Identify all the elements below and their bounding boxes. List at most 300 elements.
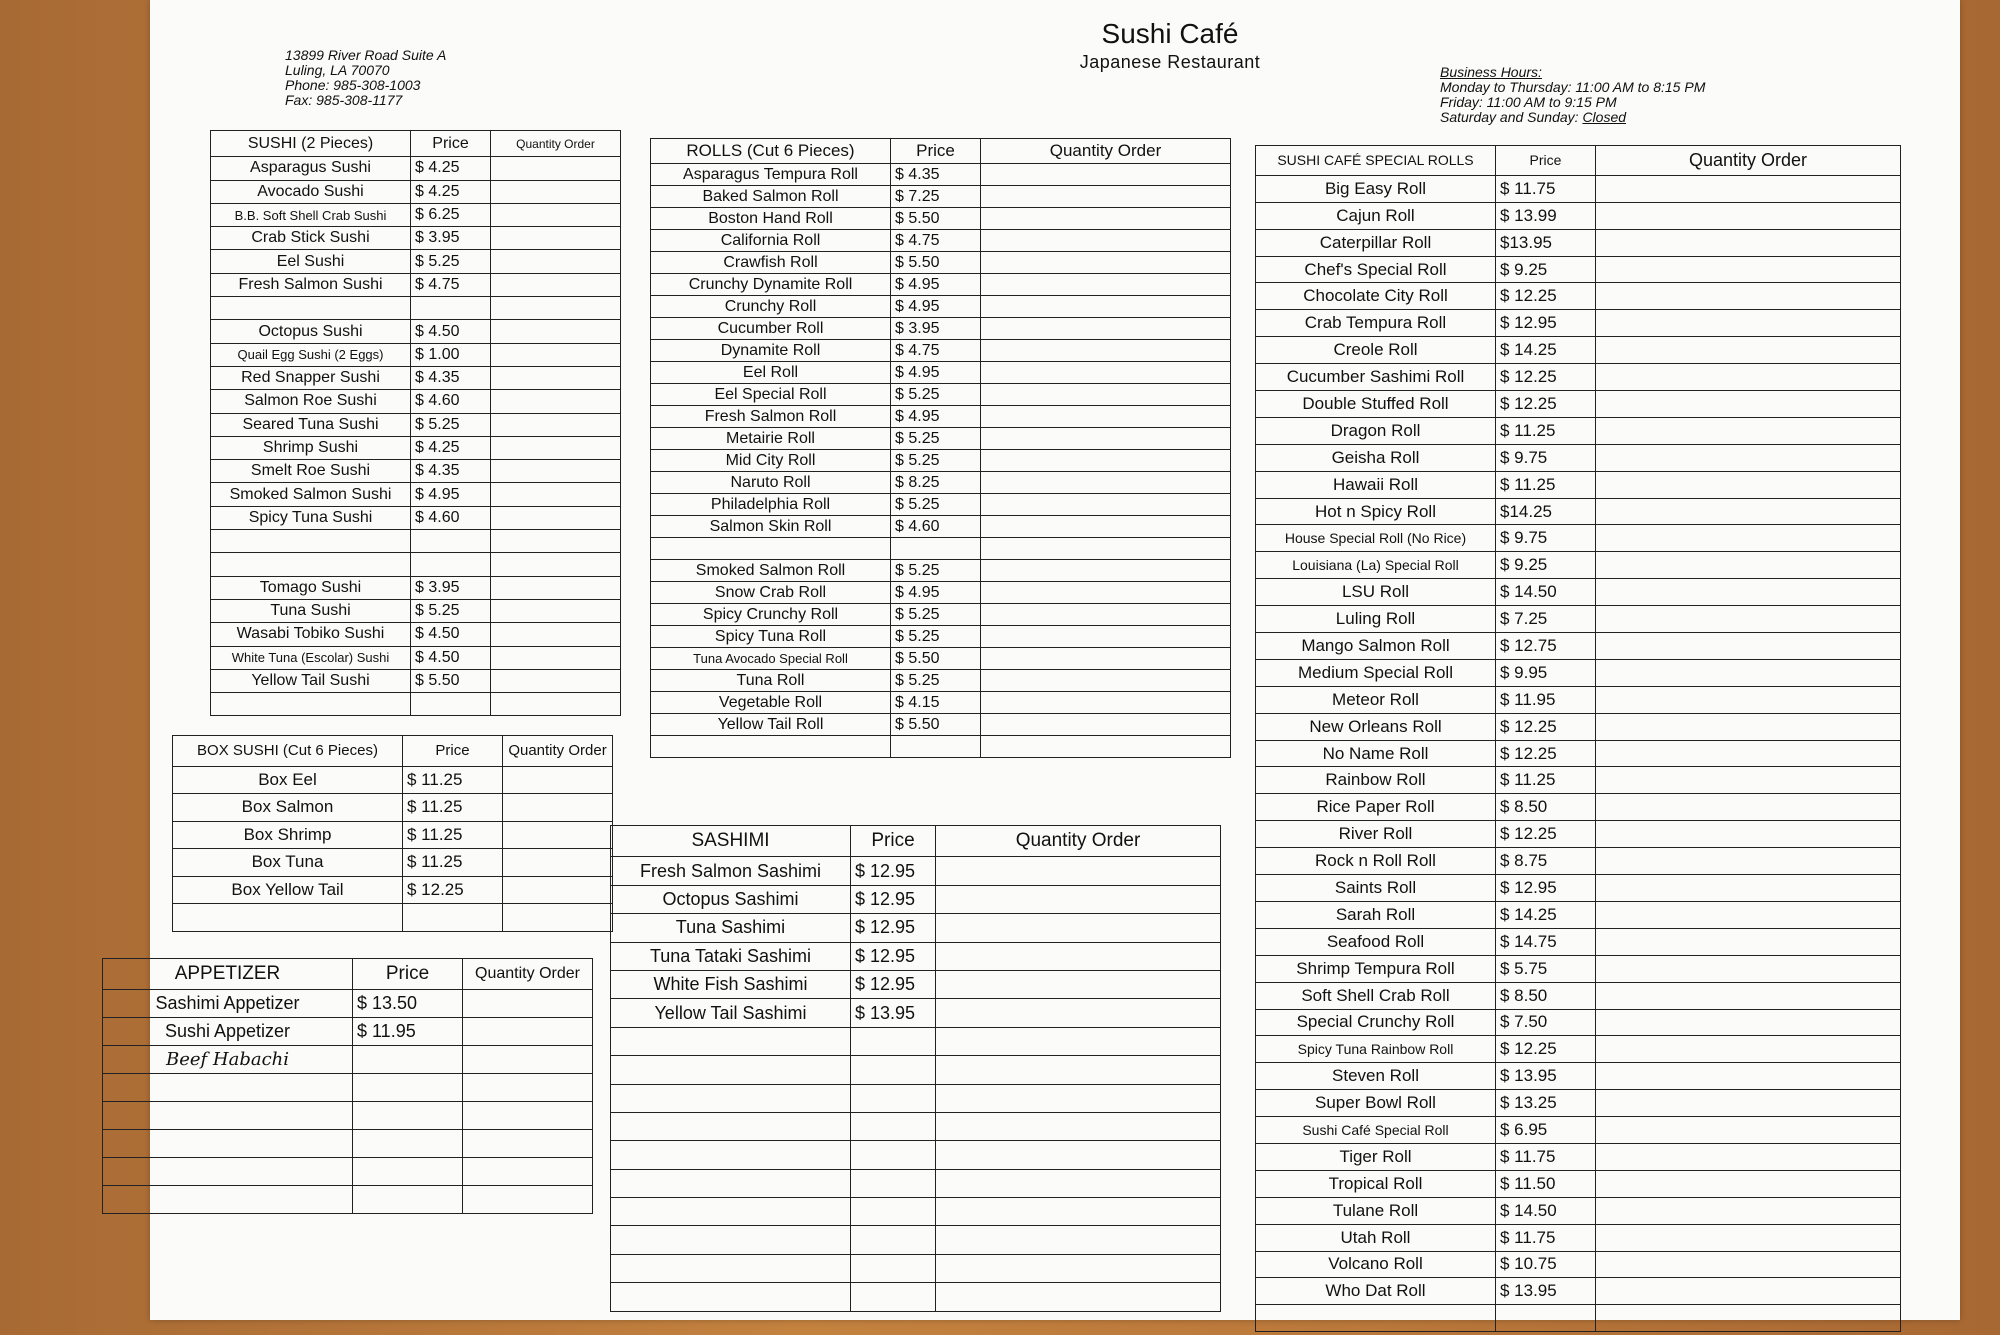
menu-row xyxy=(651,340,1231,362)
item-name: Crunchy Roll xyxy=(651,296,891,318)
quantity-order-cell[interactable] xyxy=(1596,901,1901,928)
quantity-order-cell[interactable] xyxy=(1596,391,1901,418)
quantity-order-cell[interactable] xyxy=(981,340,1231,362)
menu-row xyxy=(611,1084,1221,1112)
menu-row xyxy=(611,1198,1221,1226)
menu-row xyxy=(211,669,621,692)
quantity-order-cell[interactable] xyxy=(1596,1278,1901,1305)
quantity-order-cell[interactable] xyxy=(491,203,621,226)
item-price: $ 12.25 xyxy=(1496,740,1596,767)
quantity-order-cell[interactable] xyxy=(1596,1117,1901,1144)
quantity-order-cell[interactable] xyxy=(936,1112,1221,1140)
quantity-order-cell[interactable] xyxy=(491,157,621,180)
quantity-order-cell[interactable] xyxy=(981,494,1231,516)
item-name: No Name Roll xyxy=(1256,740,1496,767)
order-form-paper xyxy=(150,0,1960,1320)
item-price xyxy=(403,904,503,932)
quantity-order-cell[interactable] xyxy=(1596,982,1901,1009)
item-name: Spicy Tuna Roll xyxy=(651,626,891,648)
item-name: Octopus Sushi xyxy=(211,320,411,343)
item-price: $ 14.75 xyxy=(1496,928,1596,955)
item-name: B.B. Soft Shell Crab Sushi xyxy=(211,203,411,226)
item-price: $ 6.95 xyxy=(1496,1117,1596,1144)
item-price xyxy=(851,1112,936,1140)
quantity-order-cell[interactable] xyxy=(491,506,621,529)
quantity-order-cell[interactable] xyxy=(936,1169,1221,1197)
quantity-order-cell[interactable] xyxy=(1596,525,1901,552)
menu-row xyxy=(611,1283,1221,1311)
menu-row xyxy=(651,406,1231,428)
item-name: Rice Paper Roll xyxy=(1256,794,1496,821)
quantity-order-cell[interactable] xyxy=(503,904,613,932)
item-price: $ 5.25 xyxy=(411,250,491,273)
menu-row xyxy=(103,990,593,1018)
item-price: $ 5.25 xyxy=(411,599,491,622)
quantity-order-cell[interactable] xyxy=(463,1130,593,1158)
menu-row xyxy=(173,794,613,822)
item-price xyxy=(851,1226,936,1254)
item-name: River Roll xyxy=(1256,821,1496,848)
section-heading: BOX SUSHI (Cut 6 Pieces) xyxy=(173,736,403,767)
item-price xyxy=(411,553,491,576)
item-price: $ 11.25 xyxy=(403,766,503,794)
quantity-order-cell[interactable] xyxy=(1596,848,1901,875)
quantity-order-cell[interactable] xyxy=(503,821,613,849)
item-name: Hot n Spicy Roll xyxy=(1256,498,1496,525)
quantity-order-cell[interactable] xyxy=(981,736,1231,758)
quantity-order-cell[interactable] xyxy=(936,999,1221,1027)
quantity-order-cell[interactable] xyxy=(936,857,1221,885)
item-price: $ 7.25 xyxy=(891,186,981,208)
item-name: Spicy Crunchy Roll xyxy=(651,604,891,626)
quantity-order-cell[interactable] xyxy=(936,1254,1221,1282)
quantity-order-cell[interactable] xyxy=(1596,713,1901,740)
sashimi-table xyxy=(610,825,1221,1312)
item-name xyxy=(211,297,411,320)
menu-row xyxy=(211,530,621,553)
quantity-order-cell[interactable] xyxy=(981,626,1231,648)
menu-row xyxy=(651,164,1231,186)
item-price: $ 5.25 xyxy=(891,560,981,582)
menu-row xyxy=(651,362,1231,384)
quantity-order-cell[interactable] xyxy=(1596,1143,1901,1170)
item-price: $ 12.95 xyxy=(1496,875,1596,902)
item-name: Seafood Roll xyxy=(1256,928,1496,955)
menu-row xyxy=(1256,955,1901,982)
menu-row xyxy=(1256,713,1901,740)
menu-row xyxy=(1256,767,1901,794)
quantity-order-cell[interactable] xyxy=(981,296,1231,318)
quantity-order-cell[interactable] xyxy=(1596,579,1901,606)
quantity-order-cell[interactable] xyxy=(491,297,621,320)
item-price: $ 8.75 xyxy=(1496,848,1596,875)
quantity-order-cell[interactable] xyxy=(491,483,621,506)
quantity-order-cell[interactable] xyxy=(503,876,613,904)
quantity-order-cell[interactable] xyxy=(1596,928,1901,955)
item-price: $ 12.25 xyxy=(1496,364,1596,391)
quantity-order-cell[interactable] xyxy=(1596,364,1901,391)
item-name: Tuna Avocado Special Roll xyxy=(651,648,891,670)
item-name: Tulane Roll xyxy=(1256,1197,1496,1224)
quantity-order-cell[interactable] xyxy=(1596,175,1901,202)
menu-row xyxy=(211,227,621,250)
menu-row xyxy=(1256,821,1901,848)
quantity-order-cell[interactable] xyxy=(491,669,621,692)
quantity-order-cell[interactable] xyxy=(981,186,1231,208)
quantity-order-cell[interactable] xyxy=(981,208,1231,230)
quantity-order-cell[interactable] xyxy=(1596,955,1901,982)
item-name: Tuna Sushi xyxy=(211,599,411,622)
quantity-order-cell[interactable] xyxy=(1596,875,1901,902)
item-name: Mid City Roll xyxy=(651,450,891,472)
header-row xyxy=(651,139,1231,164)
price-heading: Price xyxy=(353,959,463,990)
quantity-order-cell[interactable] xyxy=(981,252,1231,274)
menu-row xyxy=(611,1141,1221,1169)
quantity-order-cell[interactable] xyxy=(491,530,621,553)
quantity-order-cell[interactable] xyxy=(491,623,621,646)
quantity-order-cell[interactable] xyxy=(503,766,613,794)
item-name: Dragon Roll xyxy=(1256,417,1496,444)
item-name: Fresh Salmon Sashimi xyxy=(611,857,851,885)
quantity-order-cell[interactable] xyxy=(981,714,1231,736)
quantity-order-cell[interactable] xyxy=(1596,498,1901,525)
menu-row xyxy=(1256,1224,1901,1251)
item-price: $ 12.25 xyxy=(1496,1036,1596,1063)
weekend-closed: Closed xyxy=(1582,109,1627,125)
quantity-order-cell[interactable] xyxy=(491,390,621,413)
menu-row xyxy=(1256,848,1901,875)
quantity-order-cell[interactable] xyxy=(491,646,621,669)
quantity-order-cell[interactable] xyxy=(981,560,1231,582)
quantity-order-cell[interactable] xyxy=(1596,202,1901,229)
menu-row xyxy=(651,516,1231,538)
quantity-order-cell[interactable] xyxy=(981,428,1231,450)
menu-row xyxy=(611,942,1221,970)
menu-row xyxy=(211,436,621,459)
quantity-order-cell[interactable] xyxy=(936,1027,1221,1055)
menu-row xyxy=(1256,444,1901,471)
item-price: $ 11.25 xyxy=(1496,471,1596,498)
menu-row xyxy=(173,766,613,794)
quantity-order-cell[interactable] xyxy=(981,450,1231,472)
quantity-order-cell[interactable] xyxy=(1596,633,1901,660)
quantity-order-cell[interactable] xyxy=(981,538,1231,560)
quantity-order-cell[interactable] xyxy=(491,436,621,459)
item-name xyxy=(611,1141,851,1169)
quantity-order-cell[interactable] xyxy=(936,885,1221,913)
item-price: $ 12.95 xyxy=(851,914,936,942)
menu-row xyxy=(211,366,621,389)
menu-row xyxy=(1256,525,1901,552)
quantity-order-cell[interactable] xyxy=(936,970,1221,998)
item-price xyxy=(851,1198,936,1226)
item-name: Crab Stick Sushi xyxy=(211,227,411,250)
item-name: Creole Roll xyxy=(1256,337,1496,364)
item-name: Spicy Tuna Sushi xyxy=(211,506,411,529)
item-price: $ 4.95 xyxy=(891,274,981,296)
quantity-order-cell[interactable] xyxy=(981,318,1231,340)
fax-line: Fax: 985-308-1177 xyxy=(285,92,403,108)
header-row xyxy=(1256,146,1901,176)
item-price: $ 8.50 xyxy=(1496,982,1596,1009)
price-heading: Price xyxy=(411,131,491,157)
quantity-order-cell[interactable] xyxy=(1596,767,1901,794)
item-name xyxy=(611,1112,851,1140)
item-price: $ 5.25 xyxy=(891,384,981,406)
hours-line-weekend xyxy=(1440,110,1705,125)
quantity-order-cell[interactable] xyxy=(1596,337,1901,364)
menu-row xyxy=(103,1018,593,1046)
quantity-order-cell[interactable] xyxy=(936,1283,1221,1311)
item-price xyxy=(1496,1305,1596,1332)
quantity-order-cell[interactable] xyxy=(1596,229,1901,256)
menu-row xyxy=(1256,229,1901,256)
item-price: $ 8.50 xyxy=(1496,794,1596,821)
quantity-order-cell[interactable] xyxy=(1596,1036,1901,1063)
item-price xyxy=(353,1130,463,1158)
item-price: $ 9.95 xyxy=(1496,659,1596,686)
quantity-order-cell[interactable] xyxy=(1596,821,1901,848)
item-name: Philadelphia Roll xyxy=(651,494,891,516)
quantity-order-cell[interactable] xyxy=(981,406,1231,428)
menu-row xyxy=(651,296,1231,318)
item-name xyxy=(611,1084,851,1112)
item-name: Wasabi Tobiko Sushi xyxy=(211,623,411,646)
menu-row xyxy=(611,885,1221,913)
item-name: Crawfish Roll xyxy=(651,252,891,274)
item-price: $ 9.75 xyxy=(1496,444,1596,471)
item-price: $ 7.25 xyxy=(1496,606,1596,633)
item-price: $ 4.60 xyxy=(411,390,491,413)
quantity-order-cell[interactable] xyxy=(981,582,1231,604)
menu-row xyxy=(611,1254,1221,1282)
quantity-order-cell[interactable] xyxy=(463,990,593,1018)
item-name: Tomago Sushi xyxy=(211,576,411,599)
menu-row xyxy=(211,297,621,320)
section-heading: APPETIZER xyxy=(103,959,353,990)
menu-row xyxy=(1256,1009,1901,1036)
box-sushi-table xyxy=(172,735,613,932)
item-price: $ 5.25 xyxy=(891,670,981,692)
quantity-order-cell[interactable] xyxy=(503,794,613,822)
quantity-order-cell[interactable] xyxy=(981,472,1231,494)
quantity-order-cell[interactable] xyxy=(1596,471,1901,498)
menu-row xyxy=(1256,283,1901,310)
quantity-order-cell[interactable] xyxy=(1596,1251,1901,1278)
quantity-order-cell[interactable] xyxy=(1596,606,1901,633)
menu-row xyxy=(651,472,1231,494)
business-hours-label: Business Hours: xyxy=(1440,64,1542,80)
quantity-order-cell[interactable] xyxy=(1596,1063,1901,1090)
quantity-order-cell[interactable] xyxy=(1596,794,1901,821)
menu-row xyxy=(211,250,621,273)
menu-row xyxy=(1256,686,1901,713)
quantity-order-cell[interactable] xyxy=(1596,1305,1901,1332)
section-heading: SASHIMI xyxy=(611,826,851,857)
hours-line: Monday to Thursday: 11:00 AM to 8:15 PM xyxy=(1440,79,1706,95)
menu-row xyxy=(1256,606,1901,633)
quantity-order-cell[interactable] xyxy=(491,553,621,576)
quantity-order-cell[interactable] xyxy=(503,849,613,877)
item-price: $ 5.50 xyxy=(891,208,981,230)
quantity-order-cell[interactable] xyxy=(1596,1090,1901,1117)
menu-row xyxy=(1256,659,1901,686)
quantity-order-heading: Quantity Order xyxy=(503,736,613,767)
quantity-order-cell[interactable] xyxy=(981,648,1231,670)
item-name: Shrimp Sushi xyxy=(211,436,411,459)
quantity-order-cell[interactable] xyxy=(463,1046,593,1074)
quantity-order-cell[interactable] xyxy=(1596,1224,1901,1251)
quantity-order-cell[interactable] xyxy=(981,670,1231,692)
quantity-order-cell[interactable] xyxy=(491,250,621,273)
quantity-order-cell[interactable] xyxy=(1596,659,1901,686)
item-name: Volcano Roll xyxy=(1256,1251,1496,1278)
item-name: Yellow Tail Sushi xyxy=(211,669,411,692)
item-price xyxy=(891,736,981,758)
quantity-order-cell[interactable] xyxy=(936,1198,1221,1226)
menu-row xyxy=(103,1186,593,1214)
item-price: $ 12.25 xyxy=(1496,283,1596,310)
price-heading: Price xyxy=(1496,146,1596,176)
item-name: New Orleans Roll xyxy=(1256,713,1496,740)
quantity-order-cell[interactable] xyxy=(1596,283,1901,310)
item-price: $ 13.99 xyxy=(1496,202,1596,229)
item-name: White Tuna (Escolar) Sushi xyxy=(211,646,411,669)
item-name xyxy=(211,693,411,716)
menu-row xyxy=(211,273,621,296)
quantity-order-cell[interactable] xyxy=(1596,1009,1901,1036)
menu-row xyxy=(173,821,613,849)
address-line: Luling, LA 70070 xyxy=(285,62,390,78)
address-block xyxy=(285,48,446,108)
item-price xyxy=(411,693,491,716)
item-name: Quail Egg Sushi (2 Eggs) xyxy=(211,343,411,366)
weekend-label: Saturday and Sunday: xyxy=(1440,109,1579,125)
item-name xyxy=(651,736,891,758)
item-price: $ 11.25 xyxy=(403,849,503,877)
item-price: $ 12.25 xyxy=(403,876,503,904)
item-name: Sushi Appetizer xyxy=(103,1018,353,1046)
quantity-order-cell[interactable] xyxy=(491,576,621,599)
item-price: $ 4.95 xyxy=(891,582,981,604)
quantity-order-cell[interactable] xyxy=(1596,1197,1901,1224)
menu-row xyxy=(173,876,613,904)
quantity-order-cell[interactable] xyxy=(491,320,621,343)
menu-row xyxy=(611,1226,1221,1254)
quantity-order-cell[interactable] xyxy=(1596,686,1901,713)
item-name: Steven Roll xyxy=(1256,1063,1496,1090)
quantity-order-cell[interactable] xyxy=(463,1074,593,1102)
quantity-order-cell[interactable] xyxy=(981,384,1231,406)
item-name: Crab Tempura Roll xyxy=(1256,310,1496,337)
quantity-order-cell[interactable] xyxy=(1596,740,1901,767)
quantity-order-cell[interactable] xyxy=(491,343,621,366)
item-name: Vegetable Roll xyxy=(651,692,891,714)
quantity-order-cell[interactable] xyxy=(1596,552,1901,579)
quantity-order-cell[interactable] xyxy=(936,942,1221,970)
item-price: $ 4.25 xyxy=(411,157,491,180)
quantity-order-cell[interactable] xyxy=(981,516,1231,538)
item-name: Box Yellow Tail xyxy=(173,876,403,904)
item-price: $ 11.25 xyxy=(403,821,503,849)
menu-row xyxy=(651,670,1231,692)
quantity-order-cell[interactable] xyxy=(491,366,621,389)
quantity-order-cell[interactable] xyxy=(463,1102,593,1130)
quantity-order-cell[interactable] xyxy=(936,1226,1221,1254)
quantity-order-cell[interactable] xyxy=(981,692,1231,714)
quantity-order-cell[interactable] xyxy=(491,693,621,716)
item-name: Double Stuffed Roll xyxy=(1256,391,1496,418)
item-name: California Roll xyxy=(651,230,891,252)
item-price: $ 3.95 xyxy=(411,576,491,599)
item-price: $ 5.25 xyxy=(891,626,981,648)
menu-row xyxy=(611,970,1221,998)
item-name: Big Easy Roll xyxy=(1256,175,1496,202)
quantity-order-cell[interactable] xyxy=(981,362,1231,384)
item-name: Salmon Roe Sushi xyxy=(211,390,411,413)
item-price: $ 5.50 xyxy=(411,669,491,692)
quantity-order-cell[interactable] xyxy=(936,1056,1221,1084)
menu-row xyxy=(211,623,621,646)
appetizer-table xyxy=(102,958,593,1214)
quantity-order-cell[interactable] xyxy=(1596,1170,1901,1197)
quantity-order-cell[interactable] xyxy=(981,274,1231,296)
quantity-order-cell[interactable] xyxy=(981,164,1231,186)
quantity-order-cell[interactable] xyxy=(1596,256,1901,283)
quantity-order-cell[interactable] xyxy=(1596,444,1901,471)
quantity-order-cell[interactable] xyxy=(491,599,621,622)
quantity-order-cell[interactable] xyxy=(463,1018,593,1046)
menu-row xyxy=(611,914,1221,942)
item-name: Smelt Roe Sushi xyxy=(211,460,411,483)
item-price: $ 4.35 xyxy=(891,164,981,186)
item-name xyxy=(1256,1305,1496,1332)
sushi-table xyxy=(210,130,621,716)
item-price: $ 4.75 xyxy=(411,273,491,296)
item-name: Asparagus Sushi xyxy=(211,157,411,180)
rolls-table xyxy=(650,138,1231,758)
item-name: Tuna Tataki Sashimi xyxy=(611,942,851,970)
quantity-order-cell[interactable] xyxy=(936,914,1221,942)
quantity-order-cell[interactable] xyxy=(491,460,621,483)
quantity-order-cell[interactable] xyxy=(936,1084,1221,1112)
item-name xyxy=(651,538,891,560)
menu-row xyxy=(1256,1090,1901,1117)
quantity-order-cell[interactable] xyxy=(491,180,621,203)
quantity-order-cell[interactable] xyxy=(936,1141,1221,1169)
quantity-order-cell[interactable] xyxy=(981,230,1231,252)
menu-row xyxy=(651,604,1231,626)
quantity-order-cell[interactable] xyxy=(491,273,621,296)
menu-row xyxy=(1256,982,1901,1009)
quantity-order-cell[interactable] xyxy=(463,1158,593,1186)
quantity-order-cell[interactable] xyxy=(463,1186,593,1214)
item-name: Spicy Tuna Rainbow Roll xyxy=(1256,1036,1496,1063)
item-name: Box Salmon xyxy=(173,794,403,822)
quantity-order-cell[interactable] xyxy=(491,413,621,436)
menu-row xyxy=(211,693,621,716)
item-price: $ 11.95 xyxy=(1496,686,1596,713)
quantity-order-cell[interactable] xyxy=(491,227,621,250)
item-name: Geisha Roll xyxy=(1256,444,1496,471)
menu-row xyxy=(1256,175,1901,202)
quantity-order-cell[interactable] xyxy=(981,604,1231,626)
quantity-order-cell[interactable] xyxy=(1596,417,1901,444)
menu-row xyxy=(211,460,621,483)
quantity-order-cell[interactable] xyxy=(1596,310,1901,337)
item-price xyxy=(851,1084,936,1112)
